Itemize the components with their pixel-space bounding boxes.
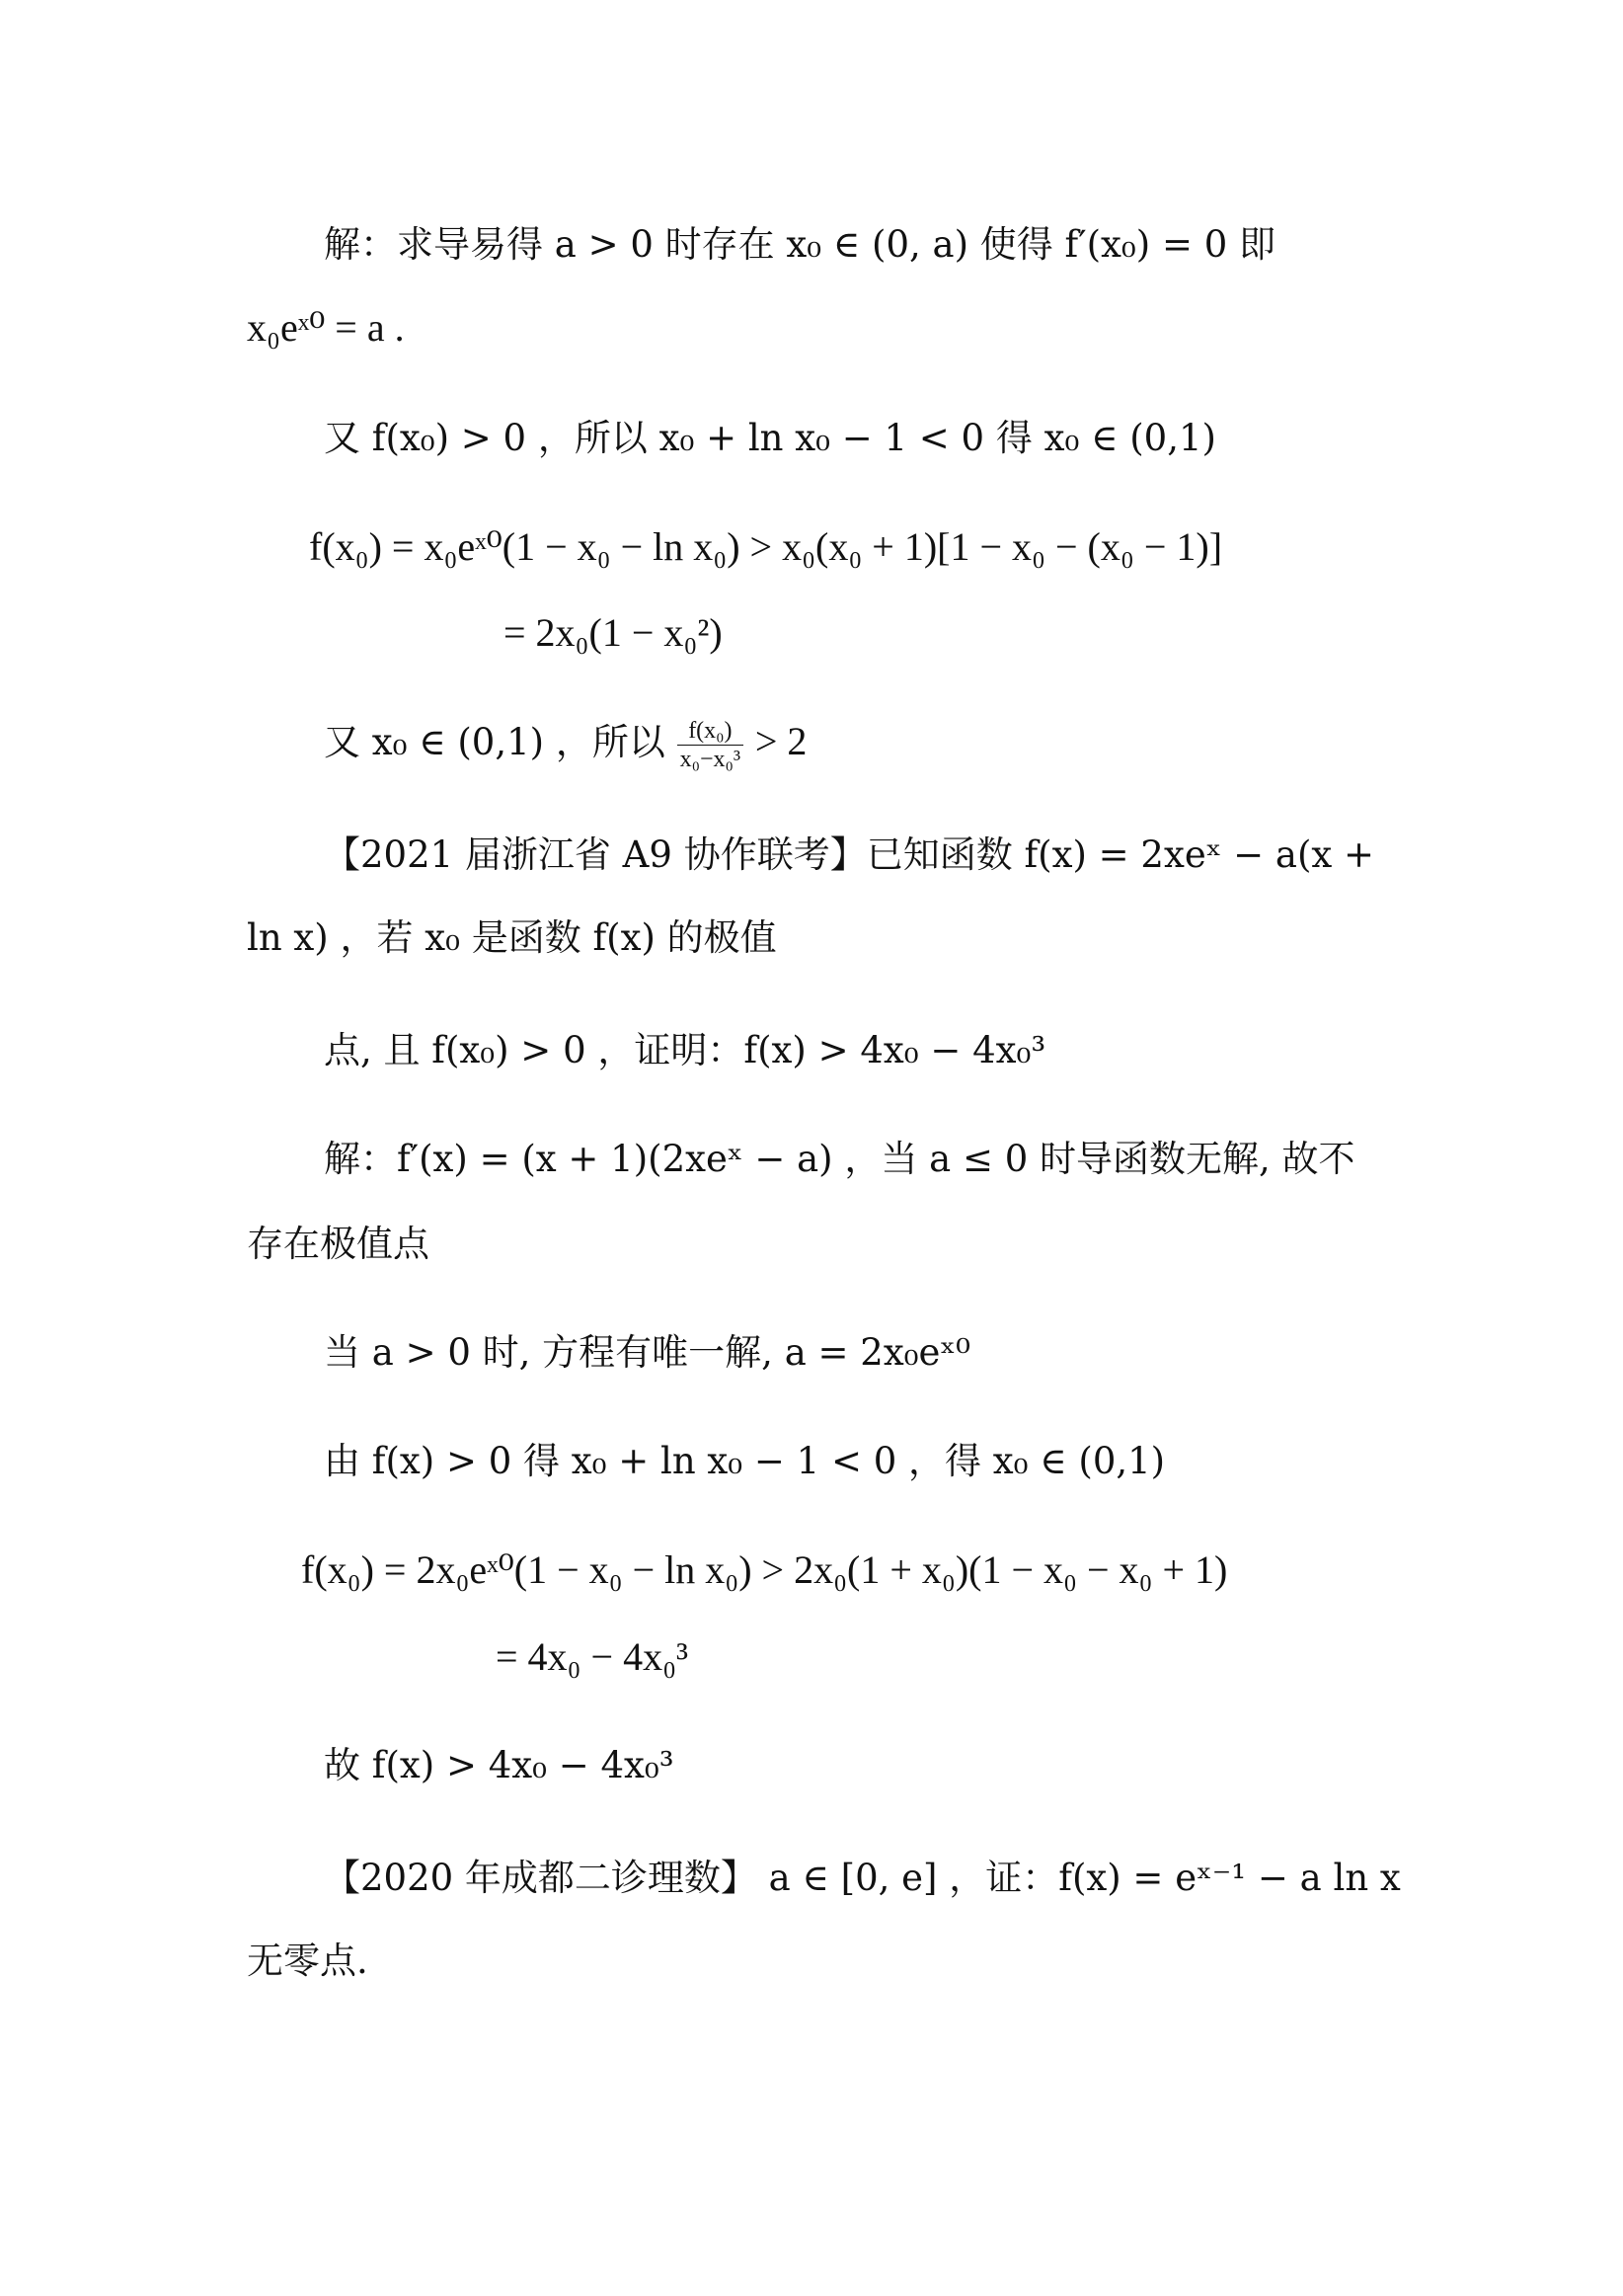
line-text: 无零点. — [247, 1940, 368, 1982]
fraction-denominator: x₀−x₀³ — [679, 747, 741, 772]
line-text: 【2021 届浙江省 A9 协作联考】已知函数 f(x) = 2xeˣ − a(x + — [324, 833, 1375, 876]
line-text: 【2020 年成都二诊理数】 a ∈ [0, e] ，证：f(x) = eˣ⁻¹ − a ln x — [324, 1857, 1401, 1899]
line-text: 又 x₀ ∈ (0,1) ，所以 — [324, 721, 665, 763]
text-line — [247, 1938, 368, 1985]
text-line — [324, 221, 1275, 269]
math-expression: = 4x₀ − 4x₀³ — [496, 1634, 688, 1679]
text-line — [324, 1027, 1045, 1074]
line-text: 存在极值点 — [247, 1223, 429, 1265]
line-text: 解：f′(x) = (x + 1)(2xeˣ − a) ，当 a ≤ 0 时导函数无解, 故不 — [324, 1138, 1355, 1180]
equation-line — [503, 609, 723, 658]
text-line — [324, 1438, 1165, 1485]
line-text: 由 f(x) > 0 得 x₀ + ln x₀ − 1 < 0 ，得 x₀ ∈ (0,1) — [324, 1440, 1166, 1482]
text-line — [247, 914, 777, 962]
text-line — [324, 1742, 674, 1789]
text-line — [247, 1221, 429, 1268]
text-line — [324, 1329, 970, 1377]
math-expression: = 2x₀(1 − x₀²) — [503, 610, 723, 655]
math-expression: x₀eˣ⁰ = a . — [247, 305, 405, 350]
text-line — [324, 717, 807, 773]
math-expression: > 2 — [754, 719, 808, 763]
text-line — [324, 1855, 1401, 1902]
line-text: ln x) ，若 x₀ 是函数 f(x) 的极值 — [247, 916, 777, 959]
text-line — [324, 1136, 1355, 1183]
line-text: 解：求导易得 a > 0 时存在 x₀ ∈ (0, a) 使得 f′(x₀) = 0 即 — [324, 223, 1276, 266]
line-text: 故 f(x) > 4x₀ − 4x₀³ — [324, 1744, 674, 1786]
text-line — [247, 304, 405, 353]
fraction — [677, 717, 743, 773]
line-text: 又 f(x₀) > 0 ，所以 x₀ + ln x₀ − 1 < 0 得 x₀ ∈ (0,1) — [324, 417, 1216, 459]
text-line — [324, 415, 1216, 462]
line-text: 点, 且 f(x₀) > 0 ，证明：f(x) > 4x₀ − 4x₀³ — [324, 1029, 1046, 1071]
text-line — [324, 831, 1374, 879]
equation-line — [301, 1546, 1227, 1595]
equation-line — [309, 523, 1222, 572]
math-expression: f(x₀) = x₀eˣ⁰(1 − x₀ − ln x₀) > x₀(x₀ + 1)[1 − x₀ − (x₀ − 1)] — [309, 524, 1223, 569]
fraction-numerator: f(x₀) — [677, 717, 743, 746]
math-expression: f(x₀) = 2x₀eˣ⁰(1 − x₀ − ln x₀) > 2x₀(1 + x₀)(1 − x₀ − x₀ + 1) — [301, 1547, 1228, 1592]
equation-line — [496, 1633, 688, 1682]
line-text: 当 a > 0 时, 方程有唯一解, a = 2x₀eˣ⁰ — [324, 1331, 970, 1374]
